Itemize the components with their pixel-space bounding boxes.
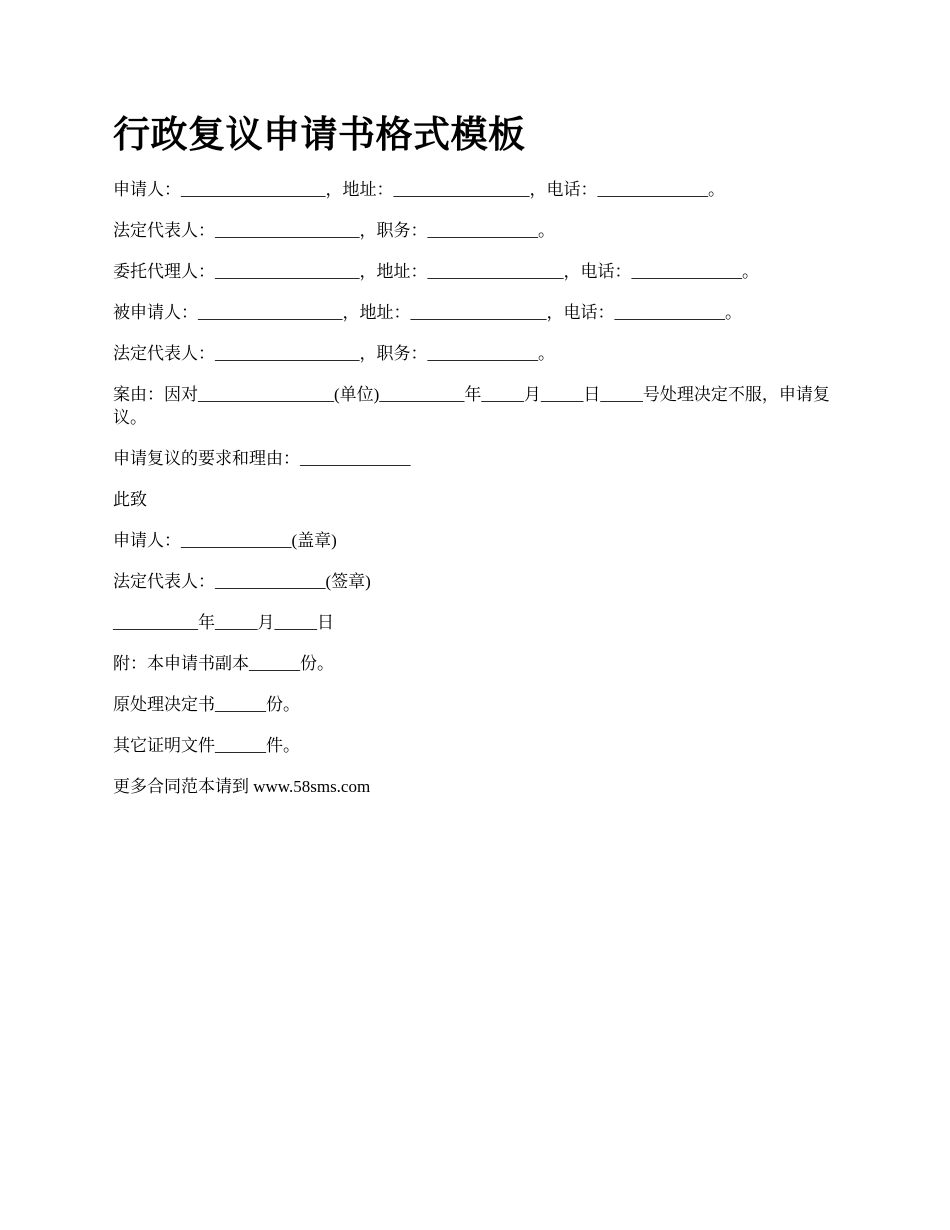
salutation-line: 此致 [113, 490, 147, 509]
applicant-legal-rep-line: 法定代表人：_________________，职务：_____________。 [113, 221, 555, 240]
applicant-seal-line: 申请人：_____________(盖章) [113, 531, 337, 550]
legal-rep-signature-line: 法定代表人：_____________(签章) [113, 572, 371, 591]
respondent-line: 被申请人：_________________，地址：________________，电话：_____________。 [113, 303, 742, 322]
case-reason-paragraph: 案由：因对________________(单位)__________年_____月_____日_____号处理决定不服，申请复议。 [113, 385, 830, 427]
agent-line: 委托代理人：_________________，地址：________________，电话：_____________。 [113, 262, 759, 281]
document-title: 行政复议申请书格式模板 [113, 115, 526, 156]
respondent-legal-rep-line: 法定代表人：_________________，职务：_____________。 [113, 344, 555, 363]
request-reason-line: 申请复议的要求和理由：_____________ [113, 449, 411, 468]
other-documents-line: 其它证明文件______件。 [113, 736, 300, 755]
original-decision-line: 原处理决定书______份。 [113, 695, 300, 714]
date-line: __________年_____月_____日 [113, 613, 334, 632]
footer-link-line: 更多合同范本请到 www.58sms.com [113, 777, 371, 796]
attachment-copies-line: 附：本申请书副本______份。 [113, 654, 334, 673]
document-page [113, 110, 838, 816]
applicant-line: 申请人：_________________，地址：________________，电话：_____________。 [113, 180, 725, 199]
